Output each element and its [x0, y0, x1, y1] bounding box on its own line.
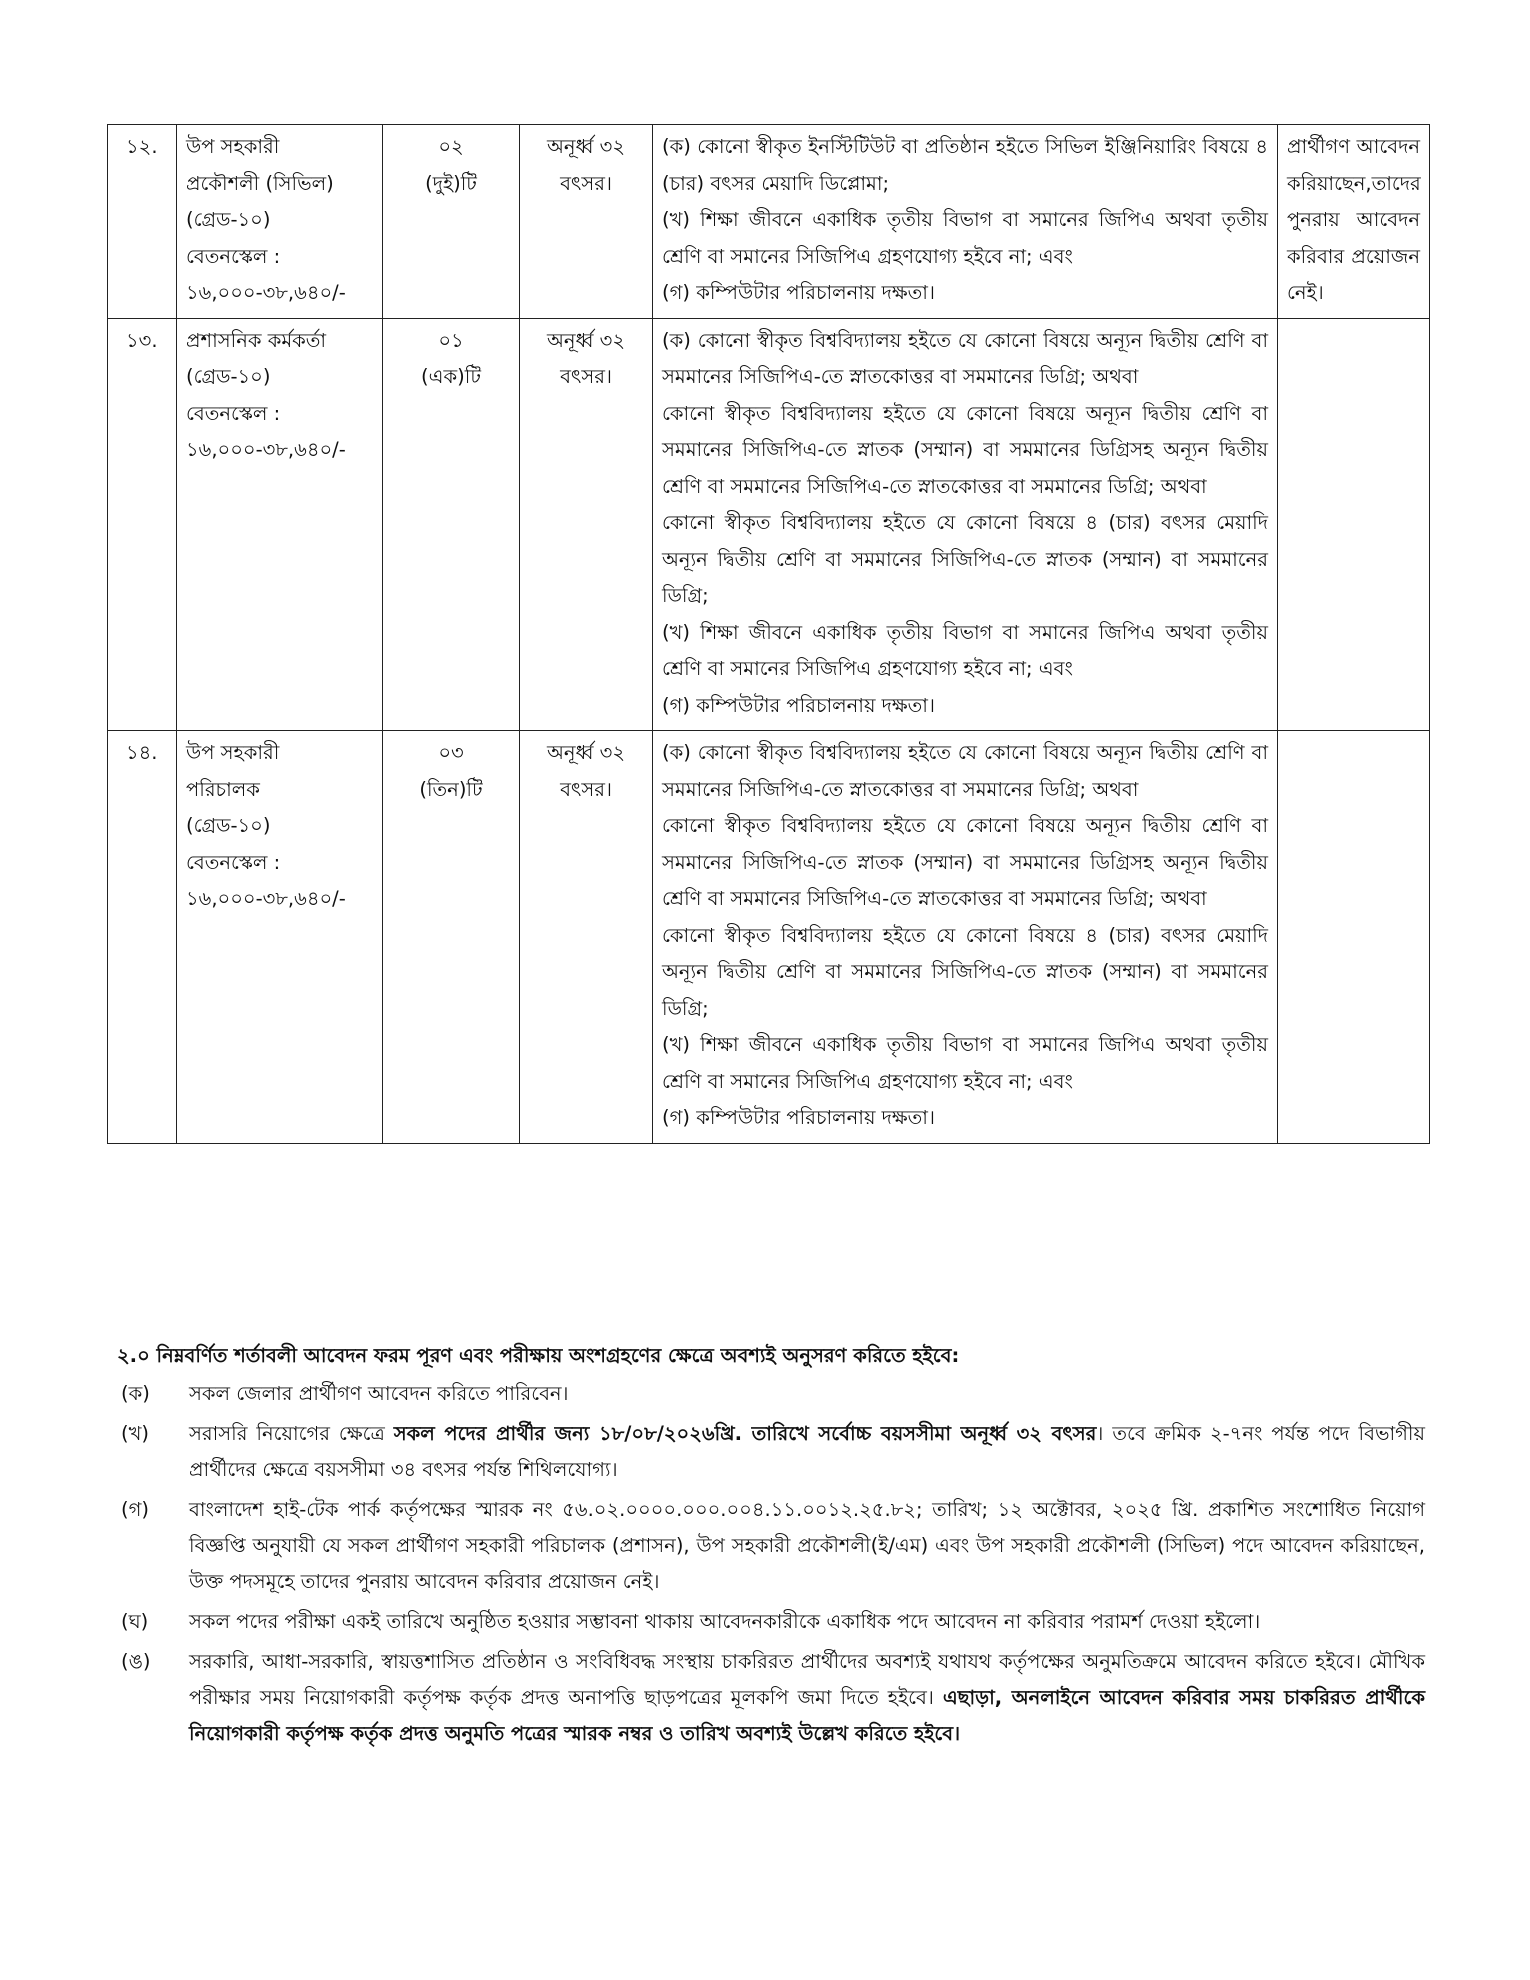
conditions-section	[107, 1338, 1429, 1756]
posts-table	[107, 124, 1430, 1144]
requirement-paragraph: (খ) শিক্ষা জীবনে একাধিক তৃতীয় বিভাগ বা সমানের জিপিএ অথবা তৃতীয় শ্রেণি বা সমানের সিজিপিএ গ্রহণযোগ্য হইবে না; এবং	[662, 208, 1268, 268]
age-limit-cell	[520, 731, 653, 1144]
count-line: ০২	[438, 135, 464, 158]
age-line: বৎসর।	[560, 171, 612, 195]
condition-label: (ঘ)	[121, 1610, 149, 1633]
condition-item	[107, 1604, 1429, 1640]
condition-text-part: সরকারি, আধা-সরকারি, স্বায়ত্তশাসিত প্রতিষ্ঠান ও সংবিধিবদ্ধ সংস্থায় চাকরিরত প্রার্থীদের অবশ্যই যথাযথ কর্তৃপক্ষের অনুমতিক্রমে আবেদন করিতে হইবে। মৌখিক পরীক্ষার সময় নিয়োগকারী কর্তৃপক্ষ কর্তৃক প্রদত্ত অনাপত্তি ছাড়পত্রের মূলকপি জমা দিতে হইবে।	[189, 1650, 1425, 1709]
conditions-heading: ২.০ নিম্নবর্ণিত শর্তাবলী আবেদন ফরম পূরণ এবং পরীক্ষায় অংশগ্রহণের ক্ষেত্রে অবশ্যই অনুসরণ করিতে হইবে:	[117, 1344, 960, 1367]
post-line: প্রকৌশলী (সিভিল)	[186, 171, 334, 195]
condition-item	[107, 1644, 1429, 1752]
age-line: অনূর্ধ্ব ৩২	[546, 328, 626, 352]
requirements-cell	[653, 125, 1278, 319]
count-line: ০৩	[438, 741, 464, 764]
posts-table-body	[108, 125, 1430, 1144]
age-line: বৎসর।	[560, 777, 612, 801]
condition-text-part: সরাসরি নিয়োগের ক্ষেত্রে	[189, 1422, 394, 1445]
condition-label: (খ)	[121, 1422, 150, 1445]
post-line: বেতনস্কেল :	[186, 244, 281, 268]
requirement-paragraph: কোনো স্বীকৃত বিশ্ববিদ্যালয় হইতে যে কোনো বিষয়ে অন্যূন দ্বিতীয় শ্রেণি বা সমমানের সিজিপিএ-তে স্নাতক (সম্মান) বা সমমানের ডিগ্রিসহ অন্যূন দ্বিতীয় শ্রেণি বা সমমানের সিজিপিএ-তে স্নাতকোত্তর বা সমমানের ডিগ্রি; অথবা	[662, 401, 1268, 498]
condition-item	[107, 1416, 1429, 1488]
post-line: উপ সহকারী	[186, 741, 280, 764]
age-limit-cell	[520, 318, 653, 731]
requirement-paragraph: কোনো স্বীকৃত বিশ্ববিদ্যালয় হইতে যে কোনো বিষয়ে ৪ (চার) বৎসর মেয়াদি অন্যূন দ্বিতীয় শ্রেণি বা সমমানের সিজিপিএ-তে স্নাতক (সম্মান) বা সমমানের ডিগ্রি;	[662, 923, 1268, 1020]
condition-label: (ঙ)	[121, 1650, 151, 1673]
condition-text	[189, 1416, 1429, 1488]
condition-text	[189, 1644, 1429, 1752]
post-line: (গ্রেড-১০)	[186, 208, 271, 231]
post-name-cell	[177, 125, 383, 319]
condition-text-bold: সকল পদের প্রার্থীর জন্য ১৮/০৮/২০২৬খ্রি. তারিখে সর্বোচ্চ বয়সসীমা অনূর্ধ্ব ৩২ বৎসর	[393, 1422, 1097, 1445]
condition-text-part: । তবে ক্রমিক ২-৭নং পর্যন্ত পদে বিভাগীয় প্রার্থীদের ক্ষেত্রে বয়সসীমা ৩৪ বৎসর পর্যন্ত শিথিলযোগ্য।	[189, 1422, 1425, 1481]
condition-item	[107, 1376, 1429, 1412]
condition-text-part: সকল জেলার প্রার্থীগণ আবেদন করিতে পারিবেন।	[189, 1382, 569, 1405]
post-line: বেতনস্কেল :	[186, 401, 281, 425]
count-line: (এক)টি	[421, 365, 481, 388]
requirement-paragraph: কোনো স্বীকৃত বিশ্ববিদ্যালয় হইতে যে কোনো বিষয়ে অন্যূন দ্বিতীয় শ্রেণি বা সমমানের সিজিপিএ-তে স্নাতক (সম্মান) বা সমমানের ডিগ্রিসহ অন্যূন দ্বিতীয় শ্রেণি বা সমমানের সিজিপিএ-তে স্নাতকোত্তর বা সমমানের ডিগ্রি; অথবা	[662, 814, 1268, 910]
condition-text	[189, 1492, 1429, 1600]
post-line: প্রশাসনিক কর্মকর্তা	[186, 328, 327, 352]
requirement-paragraph: (গ) কম্পিউটার পরিচালনায় দক্ষতা।	[662, 281, 935, 304]
requirement-paragraph: (ক) কোনো স্বীকৃত বিশ্ববিদ্যালয় হইতে যে কোনো বিষয়ে অন্যূন দ্বিতীয় শ্রেণি বা সমমানের সিজিপিএ-তে স্নাতকোত্তর বা সমমানের ডিগ্রি; অথবা	[662, 328, 1268, 388]
age-limit-cell	[520, 125, 653, 319]
requirement-paragraph: (গ) কম্পিউটার পরিচালনায় দক্ষতা।	[662, 1106, 935, 1129]
post-count-cell	[383, 318, 520, 731]
post-line: ১৬,০০০-৩৮,৬৪০/-	[186, 887, 346, 910]
condition-label: (গ)	[121, 1498, 149, 1521]
post-line: (গ্রেড-১০)	[186, 365, 271, 388]
post-line: বেতনস্কেল :	[186, 850, 281, 874]
condition-text	[189, 1604, 1429, 1640]
requirement-paragraph: কোনো স্বীকৃত বিশ্ববিদ্যালয় হইতে যে কোনো বিষয়ে ৪ (চার) বৎসর মেয়াদি অন্যূন দ্বিতীয় শ্রেণি বা সমমানের সিজিপিএ-তে স্নাতক (সম্মান) বা সমমানের ডিগ্রি;	[662, 511, 1268, 607]
requirement-paragraph: (খ) শিক্ষা জীবনে একাধিক তৃতীয় বিভাগ বা সমানের জিপিএ অথবা তৃতীয় শ্রেণি বা সমানের সিজিপিএ গ্রহণযোগ্য হইবে না; এবং	[662, 1033, 1268, 1093]
post-name-cell	[177, 731, 383, 1144]
age-line: অনূর্ধ্ব ৩২	[546, 741, 626, 764]
condition-text-bold: এছাড়া, অনলাইনে আবেদন করিবার সময় চাকরিরত প্রার্থীকে নিয়োগকারী কর্তৃপক্ষ কর্তৃক প্রদত্ত অনুমতি পত্রের স্মারক নম্বর ও তারিখ অবশ্যই উল্লেখ করিতে হইবে।	[189, 1686, 1425, 1745]
serial-number-cell: ১২.	[108, 125, 177, 319]
serial-number-cell: ১৪.	[108, 731, 177, 1144]
post-count-cell	[383, 731, 520, 1144]
post-line: ১৬,০০০-৩৮,৬৪০/-	[186, 438, 346, 461]
requirement-paragraph: (ক) কোনো স্বীকৃত ইনস্টিটিউট বা প্রতিষ্ঠান হইতে সিভিল ইঞ্জিনিয়ারিং বিষয়ে ৪ (চার) বৎসর মেয়াদি ডিপ্লোমা;	[662, 135, 1268, 195]
table-row	[108, 318, 1430, 731]
condition-label: (ক)	[121, 1382, 150, 1405]
age-line: অনূর্ধ্ব ৩২	[546, 135, 626, 158]
condition-text-part: বাংলাদেশ হাই-টেক পার্ক কর্তৃপক্ষের স্মারক নং ৫৬.০২.০০০০.০০০.০০৪.১১.০০১২.২৫.৮২; তারিখ; ১২ অক্টোবর, ২০২৫ খ্রি. প্রকাশিত সংশোধিত নিয়োগ বিজ্ঞপ্তি অনুযায়ী যে সকল প্রার্থীগণ সহকারী পরিচালক (প্রশাসন), উপ সহকারী প্রকৌশলী(ই/এম) এবং উপ সহকারী প্রকৌশলী (সিভিল) পদে আবেদন করিয়াছেন, উক্ত পদসমূহে তাদের পুনরায় আবেদন করিবার প্রয়োজন নেই।	[189, 1498, 1425, 1593]
requirement-paragraph: (খ) শিক্ষা জীবনে একাধিক তৃতীয় বিভাগ বা সমানের জিপিএ অথবা তৃতীয় শ্রেণি বা সমানের সিজিপিএ গ্রহণযোগ্য হইবে না; এবং	[662, 620, 1268, 680]
remarks-cell: প্রার্থীগণ আবেদন করিয়াছেন,তাদের পুনরায় আবেদন করিবার প্রয়োজন নেই।	[1278, 125, 1430, 319]
remarks-cell	[1278, 318, 1430, 731]
post-name-cell	[177, 318, 383, 731]
table-row	[108, 125, 1430, 319]
post-line: পরিচালক	[186, 777, 260, 801]
condition-text-part: সকল পদের পরীক্ষা একই তারিখে অনুষ্ঠিত হওয়ার সম্ভাবনা থাকায় আবেদনকারীকে একাধিক পদে আবেদন না করিবার পরামর্শ দেওয়া হইলো।	[189, 1610, 1261, 1633]
post-line: উপ সহকারী	[186, 135, 280, 158]
condition-text	[189, 1376, 1429, 1412]
requirements-cell	[653, 318, 1278, 731]
requirement-paragraph: (ক) কোনো স্বীকৃত বিশ্ববিদ্যালয় হইতে যে কোনো বিষয়ে অন্যূন দ্বিতীয় শ্রেণি বা সমমানের সিজিপিএ-তে স্নাতকোত্তর বা সমমানের ডিগ্রি; অথবা	[662, 741, 1268, 801]
remarks-cell	[1278, 731, 1430, 1144]
count-line: ০১	[438, 328, 464, 352]
post-count-cell	[383, 125, 520, 319]
post-line: ১৬,০০০-৩৮,৬৪০/-	[186, 281, 346, 304]
count-line: (দুই)টি	[425, 171, 477, 195]
condition-item	[107, 1492, 1429, 1600]
table-row	[108, 731, 1430, 1144]
requirement-paragraph: (গ) কম্পিউটার পরিচালনায় দক্ষতা।	[662, 693, 935, 717]
count-line: (তিন)টি	[419, 777, 483, 801]
requirements-cell	[653, 731, 1278, 1144]
age-line: বৎসর।	[560, 365, 612, 388]
serial-number-cell: ১৩.	[108, 318, 177, 731]
conditions-list	[107, 1376, 1429, 1752]
post-line: (গ্রেড-১০)	[186, 814, 271, 837]
